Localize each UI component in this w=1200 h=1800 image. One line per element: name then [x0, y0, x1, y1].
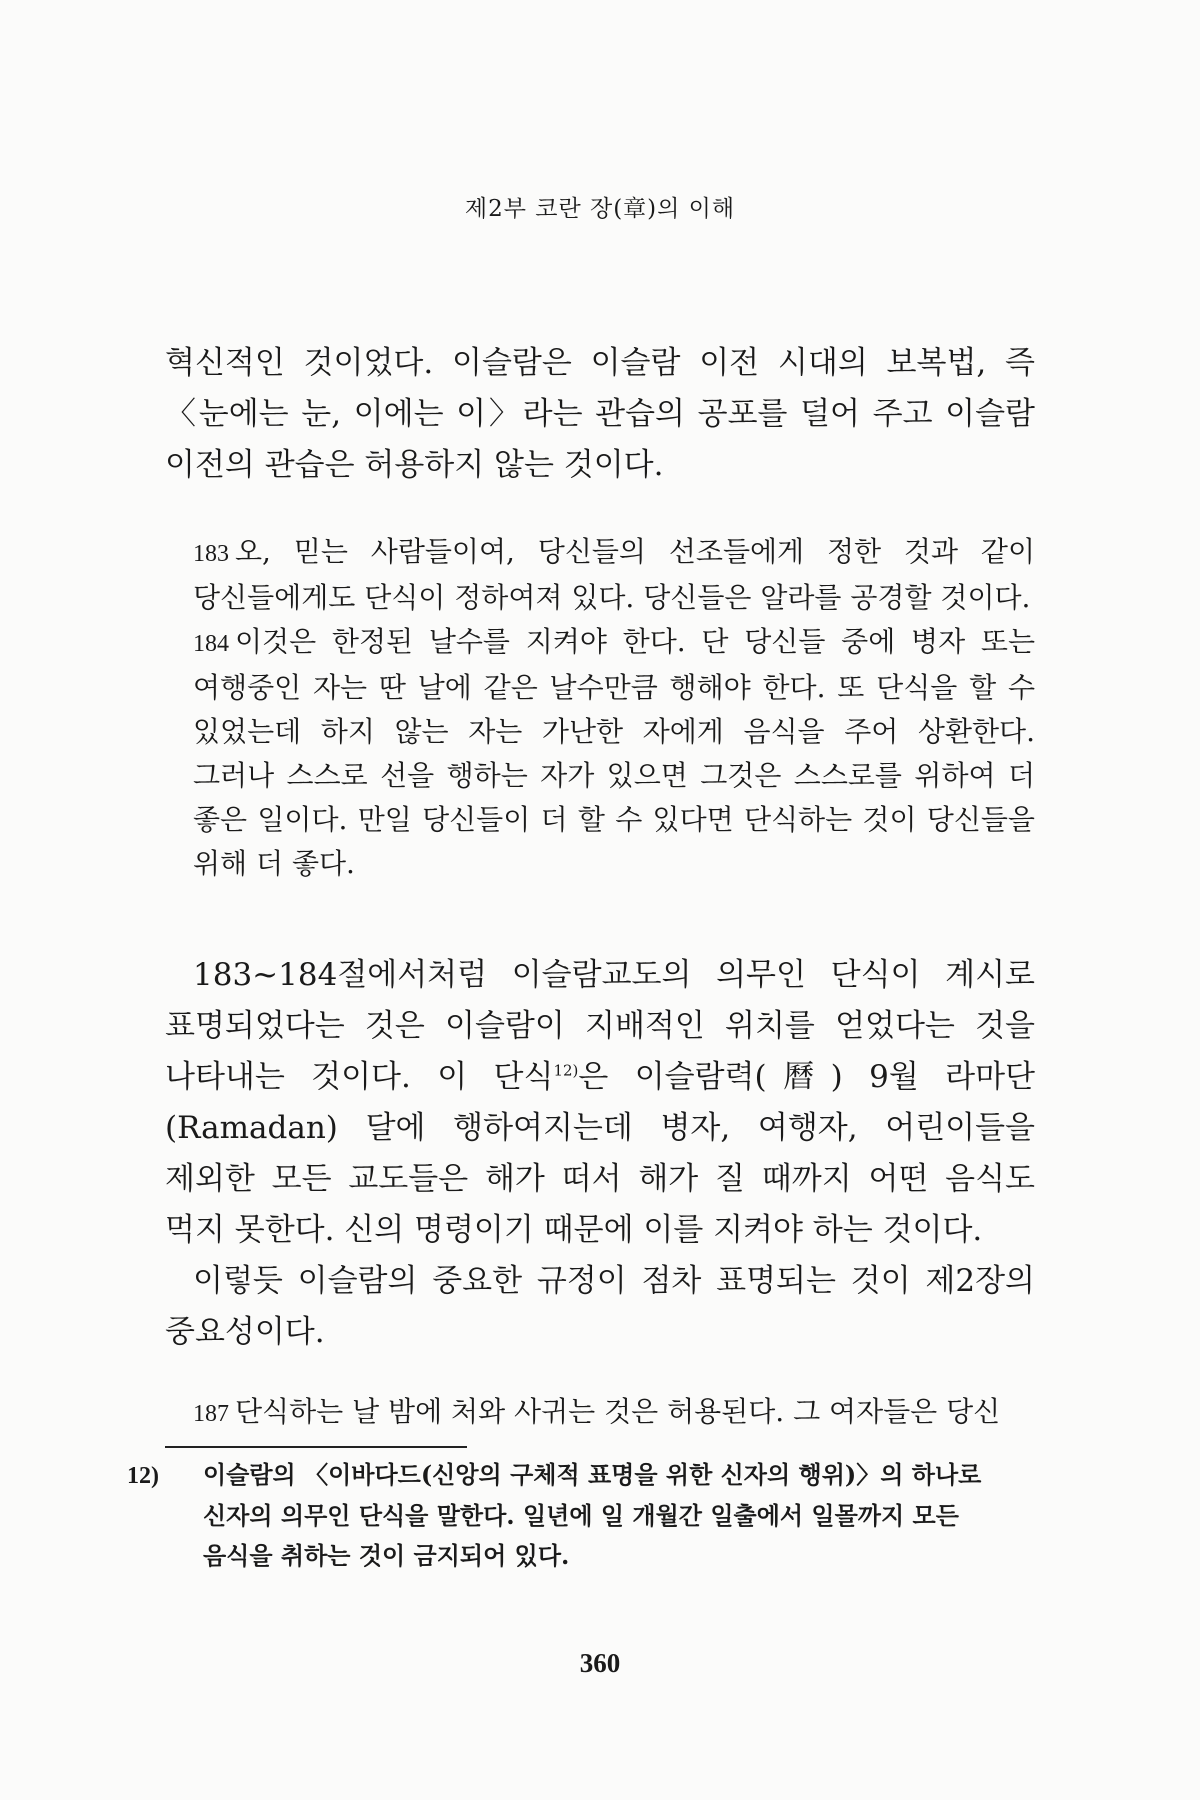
verse-block-183-184 — [165, 530, 1035, 886]
verse-text: 오, 믿는 사람들이여, 당신들의 선조들에게 정한 것과 같이 당신들에게도 단식이 정하여져 있다. 당신들은 알라를 공경할 것이다. — [193, 535, 1035, 614]
paragraph-commentary — [165, 950, 1035, 1256]
verse-number: 184 — [193, 631, 229, 657]
commentary — [165, 950, 1035, 1358]
footnote-text: 이슬람의 〈이바다드(신앙의 구체적 표명을 위한 신자의 행위)〉의 하나로 신자의 의무인 단식을 말한다. 일년에 일 개월간 일출에서 일몰까지 모든 음식을 취하는 것이 금지되어 있다. — [203, 1460, 982, 1570]
footnote-body — [127, 1455, 1035, 1576]
verse-184 — [165, 620, 1035, 886]
footnote — [127, 1455, 1035, 1576]
commentary-text-a: 183~184절에서처럼 이슬람교도의 의무인 단식이 계시로 표명되었다는 것은 이슬람이 지배적인 위치를 얻었다는 것을 나타내는 것이다. 이 단식 — [165, 957, 1035, 1095]
footnote-divider — [165, 1446, 467, 1448]
body-text — [165, 338, 1035, 491]
paragraph-intro: 혁신적인 것이었다. 이슬람은 이슬람 이전 시대의 보복법, 즉 〈눈에는 눈, 이에는 이〉라는 관습의 공포를 덜어 주고 이슬람 이전의 관습은 허용하지 않는 것이다. — [165, 345, 1035, 483]
verse-text: 단식하는 날 밤에 처와 사귀는 것은 허용된다. 그 여자들은 당신 — [235, 1395, 1001, 1428]
verse-number: 187 — [193, 1401, 229, 1427]
verse-block-187 — [165, 1390, 1035, 1436]
paragraph-summary: 이렇듯 이슬람의 중요한 규정이 점차 표명되는 것이 제2장의 중요성이다. — [165, 1263, 1035, 1350]
footnote-reference[interactable]: 12) — [553, 1061, 579, 1080]
running-header: 제2부 코란 장(章)의 이해 — [464, 196, 736, 222]
verse-text: 이것은 한정된 날수를 지켜야 한다. 단 당신들 중에 병자 또는 여행중인 자는 딴 날에 같은 날수만큼 행해야 한다. 또 단식을 할 수 있었는데 하지 않는 자는 가난한 자에게 음식을 주어 상환한다. 그러나 스스로 선을 행하는 자가 있으면 그것은 스스로를 위하여 더 좋은 일이다. 만일 당신들이 더 할 수 있다면 단식하는 것이 당신들을 위해 더 좋다. — [193, 625, 1035, 880]
verse-183 — [165, 530, 1035, 620]
footnote-number: 12) — [127, 1463, 159, 1489]
commentary-text-b: 은 이슬람력(曆) 9월 라마단(Ramadan) 달에 행하여지는데 병자, 여행자, 어린이들을 제외한 모든 교도들은 해가 떠서 해가 질 때까지 어떤 음식도 먹지 못한다. 신의 명령이기 때문에 이를 지켜야 하는 것이다. — [165, 1059, 1035, 1248]
page-number: 360 — [579, 1648, 621, 1678]
verse-number: 183 — [193, 541, 229, 567]
verse-187 — [165, 1390, 1035, 1436]
